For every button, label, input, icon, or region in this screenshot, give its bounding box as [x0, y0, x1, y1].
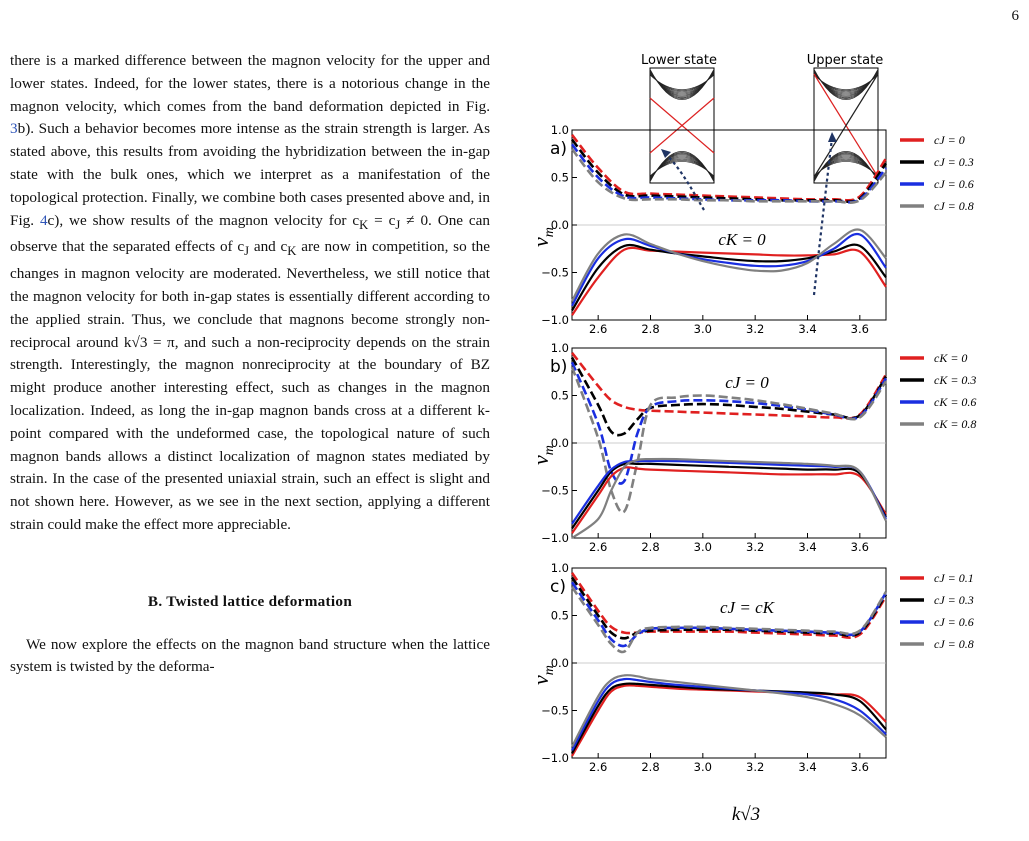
- paragraph-twisted: We now explore the effects on the magnon band structure when the lattice system is twisted by the deforma-: [10, 635, 490, 676]
- text-run: and c: [249, 238, 288, 256]
- y-tick-label: 0.0: [550, 218, 569, 232]
- y-tick-label: −0.5: [541, 703, 569, 718]
- x-tick-label: 3.4: [798, 760, 817, 774]
- x-tick-label: 2.6: [589, 540, 608, 554]
- x-axis-label: k√3: [731, 804, 761, 825]
- x-tick-label: 2.8: [641, 322, 660, 336]
- text-run: are now in competition, so the changes in magnon velocity are moderated. Nevertheless, we still notice that the magnon velocity for both in-gap states is essentially different according to the applied strain. Thus, we conclude that magnons become strongly non-reciprocal around k√3 = π, and such a non-reciprocity depends on the strain strength. Interestingly, the magnon nonreciprocity at the boundary of BZ might produce another interesting effect, such as changes in the magnon localization. Indeed, as long the in-gap magnon bands cross at a different k-point compared with the undeformed case, the topological nature of such magnon bands allows a distinct localization of magnon states mediated by strain. In the case of the presented uniaxial strain, such an effect is slight and not shown here. However, as we see in the next section, applying a different strain could make the effect more appreciable.: [10, 238, 490, 533]
- figure-ref-4[interactable]: 4: [39, 211, 48, 229]
- panel-annotation: cJ = 0: [725, 373, 769, 392]
- y-tick-label: −1.0: [541, 313, 569, 327]
- y-tick-label: 0.5: [550, 608, 569, 623]
- y-axis-label: $v_m$: [528, 445, 557, 465]
- y-tick-label: 0.5: [550, 170, 569, 185]
- y-tick-label: −0.5: [541, 265, 569, 280]
- y-axis-label-sub: m: [542, 445, 557, 456]
- series-line: [572, 248, 886, 315]
- y-axis-label-sub: m: [542, 227, 557, 238]
- panel-label: c): [550, 577, 566, 597]
- x-tick-label: 3.0: [693, 760, 712, 774]
- inset-title-lower: Lower state: [640, 53, 718, 68]
- text-run: c), we show results of the magnon velocity for c: [47, 211, 360, 229]
- x-tick-label: 3.6: [850, 540, 869, 554]
- panel-c: [528, 561, 974, 774]
- series-line: [572, 358, 886, 436]
- legend-label: cJ = 0.6: [934, 615, 974, 629]
- series-line: [572, 587, 886, 652]
- x-tick-label: 3.2: [746, 540, 765, 554]
- x-tick-label: 3.0: [693, 540, 712, 554]
- y-tick-label: 0.0: [550, 656, 569, 670]
- x-tick-label: 3.0: [693, 322, 712, 336]
- subscript: K: [287, 244, 297, 259]
- text-run: b). Such a behavior becomes more intense as the strain strength is larger. As stated above, this results from avoiding the hybridization between the in-gap state with the bulk ones, which we interpret as a manifestation of the topological protection. Finally, we combine both cases presented above and, in Fig.: [10, 120, 490, 229]
- inset-title-upper: Upper state: [806, 53, 884, 68]
- page-number: 6: [1011, 8, 1019, 24]
- x-tick-label: 2.6: [589, 760, 608, 774]
- y-tick-label: 0.0: [550, 436, 569, 450]
- paragraph-magnon-velocity: [10, 50, 490, 537]
- series-line: [572, 683, 886, 753]
- figure-svg: [528, 40, 1029, 841]
- x-tick-label: 3.4: [798, 322, 817, 336]
- x-tick-label: 3.4: [798, 540, 817, 554]
- panel-label: a): [550, 139, 568, 159]
- text-run: = c: [368, 211, 396, 229]
- legend-label: cJ = 0.6: [934, 177, 974, 191]
- legend-label: cJ = 0: [934, 133, 965, 147]
- y-axis-label-sub: m: [542, 665, 557, 676]
- inset-upper-state: [807, 53, 883, 183]
- text-run: ≠ 0. One can observe that the separated effects of c: [10, 211, 491, 256]
- y-tick-label: 0.5: [550, 388, 569, 403]
- series-line: [572, 679, 886, 750]
- figure-ref-3[interactable]: 3: [10, 120, 18, 138]
- legend-label: cJ = 0.3: [934, 593, 974, 607]
- x-tick-label: 2.6: [589, 322, 608, 336]
- subscript: J: [395, 217, 401, 232]
- subscript: K: [359, 217, 369, 232]
- y-axis-label: $v_m$: [528, 665, 557, 685]
- panels: [528, 123, 976, 774]
- x-tick-label: 3.6: [850, 322, 869, 336]
- y-axis-label: $v_m$: [528, 227, 557, 247]
- y-tick-label: −0.5: [541, 483, 569, 498]
- body-text-column: [10, 50, 490, 679]
- y-tick-label: 1.0: [550, 561, 569, 575]
- legend-label: cJ = 0.8: [934, 199, 974, 213]
- y-tick-label: −1.0: [541, 531, 569, 545]
- panel-b: [528, 341, 976, 554]
- subscript: J: [244, 244, 250, 259]
- x-tick-label: 3.2: [746, 322, 765, 336]
- panel-a: [528, 123, 974, 336]
- panel-label: b): [550, 357, 568, 377]
- legend-label: cK = 0: [934, 351, 968, 365]
- legend-label: cJ = 0.3: [934, 155, 974, 169]
- legend-label: cK = 0.6: [934, 395, 977, 409]
- x-tick-label: 2.8: [641, 540, 660, 554]
- legend-label: cK = 0.8: [934, 417, 977, 431]
- x-tick-label: 2.8: [641, 760, 660, 774]
- y-tick-label: 1.0: [550, 123, 569, 137]
- text-run: there is a marked difference between the magnon velocity for the upper and lower states. Indeed, for the lower states, there is a notorious change in the magnon velocity, which comes from the band deformation depicted in Fig.: [10, 52, 490, 115]
- legend-label: cJ = 0.8: [934, 637, 974, 651]
- y-tick-label: −1.0: [541, 751, 569, 765]
- legend-label: cJ = 0.1: [934, 571, 974, 585]
- x-tick-label: 3.2: [746, 760, 765, 774]
- inset-lower-state: [641, 53, 717, 183]
- y-tick-label: 1.0: [550, 341, 569, 355]
- legend-label: cK = 0.3: [934, 373, 977, 387]
- figure-magnon-velocity: [528, 40, 1029, 841]
- section-heading: B. Twisted lattice deformation: [147, 592, 353, 610]
- panel-annotation: cK = 0: [718, 230, 766, 249]
- panel-annotation: cJ = cK: [720, 598, 774, 617]
- x-tick-label: 3.6: [850, 760, 869, 774]
